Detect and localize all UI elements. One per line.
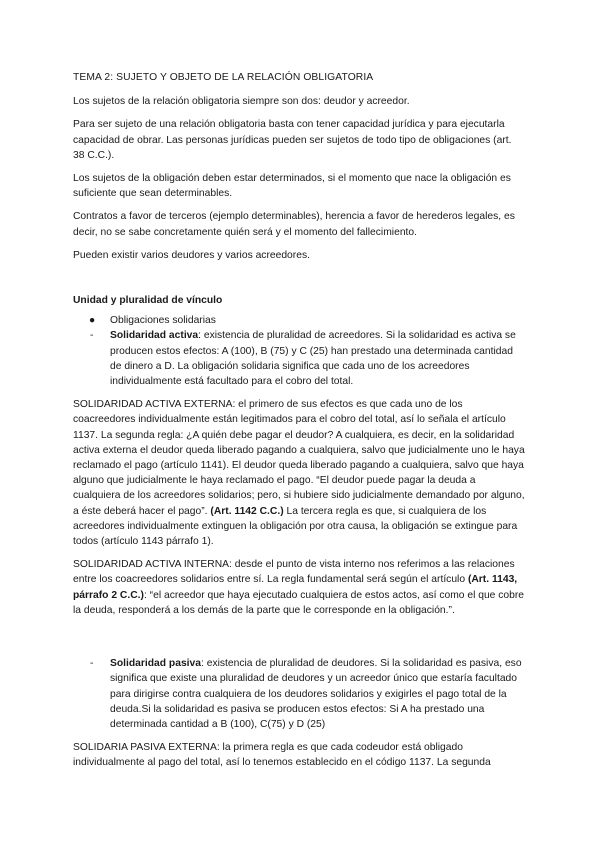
activa-externa-text-2: La tercera regla es que, si cualquiera de los acreedores individualmente extinguen la obligación por otra causa, la obligación se extingue para todos (artículo 1143 párrafo 1). [73, 505, 518, 548]
citation-art-1143: (Art. 1143, párrafo 2 C.C.) [73, 574, 518, 601]
paragraph-activa-interna [73, 557, 525, 618]
bullet-item-obligaciones [73, 313, 525, 328]
bullet-text: Obligaciones solidarias [110, 315, 216, 327]
citation-art-1142: (Art. 1142 C.C.) [210, 505, 284, 517]
activa-interna-text-2: : “el acreedor que haya ejecutado cualquiera de estos actos, así como el que cobre la deuda, responderá a los demás de la parte que le corresponde en la obligación.”. [73, 589, 525, 616]
document-body [73, 70, 525, 779]
list-item-solidaridad-pasiva [73, 656, 525, 732]
section-heading: Unidad y pluralidad de vínculo [73, 295, 223, 307]
dash-marker: - [90, 658, 94, 670]
term-solidaridad-activa: Solidaridad activa [110, 330, 199, 342]
intro-paragraph-2: Para ser sujeto de una relación obligatoria basta con tener capacidad jurídica y para ejecutarla capacidad de obrar. Las personas jurídicas pueden ser sujetos de todo tipo de obligaciones (art. 38 C.C.). [73, 119, 512, 161]
intro-paragraph-1: Los sujetos de la relación obligatoria siempre son dos: deudor y acreedor. [73, 96, 410, 108]
pasiva-definition: : existencia de pluralidad de deudores. Si la solidaridad es pasiva, eso significa que existe una pluralidad de deudores y un acreedor único que estaría facultado para dirigirse contra cualquiera de los deudores solidarios y exigirles el pago total de la deuda.Si la solidaridad es pasiva se producen estos efectos: Si A ha prestado una determinada cantidad a B (100), C(75) y D (25) [110, 658, 522, 730]
paragraph-pasiva-externa: SOLIDARIA PASIVA EXTERNA: la primera regla es que cada codeudor está obligado individualmente al pago del total, así lo tenemos establecido en el código 1137. La segunda [73, 742, 491, 769]
term-solidaridad-pasiva: Solidaridad pasiva [110, 658, 201, 670]
blank-space [73, 626, 525, 656]
intro-paragraph-3: Los sujetos de la obligación deben estar determinados, si el momento que nace la obligación es suficiente que sean determinables. [73, 173, 511, 200]
dash-marker: - [90, 330, 94, 342]
activa-interna-text-1: SOLIDARIDAD ACTIVA INTERNA: desde el punto de vista interno nos referimos a las relaciones entre los coacreedores solidarios entre sí. La regla fundamental será según el artículo [73, 559, 515, 586]
bullet-icon: ● [89, 315, 96, 327]
page-title: TEMA 2: SUJETO Y OBJETO DE LA RELACIÓN OBLIGATORIA [73, 72, 374, 83]
activa-externa-text-1: SOLIDARIDAD ACTIVA EXTERNA: el primero de sus efectos es que cada uno de los coacreedores individualmente están legitimados para el cobro del total, así lo señala el artículo 1137. La segunda regla: ¿A quién debe pagar el deudor? A cualquiera, es decir, en la solidaridad activa externa el deudor queda liberado pagando a cualquiera, salvo que judicialmente uno le haya reclamado el pago (artículo 1141). El deudor queda liberado pagando a cualquiera, salvo que haya alguno que judicialmente le haya reclamado el pago. “El deudor puede pagar la deuda a cualquiera de los acreedores solidarios; pero, si hubiere sido judicialmente demandado por alguno, a éste deberá hacer el pago”. [73, 399, 525, 517]
intro-paragraph-4: Contratos a favor de terceros (ejemplo determinables), herencia a favor de herederos legales, es decir, no se sabe concretamente quién será y el momento del fallecimiento. [73, 211, 515, 238]
intro-paragraph-5: Pueden existir varios deudores y varios acreedores. [73, 249, 310, 261]
list-item-solidaridad-activa [73, 328, 525, 389]
activa-definition: : existencia de pluralidad de acreedores. Si la solidaridad es activa se producen estos efectos: A (100), B (75) y C (25) han prestado una determinada cantidad de dinero a D. La obligación solidaria significa que cada uno de los acreedores individualmente está facultado para el cobro del total. [110, 330, 516, 388]
paragraph-activa-externa [73, 397, 525, 549]
